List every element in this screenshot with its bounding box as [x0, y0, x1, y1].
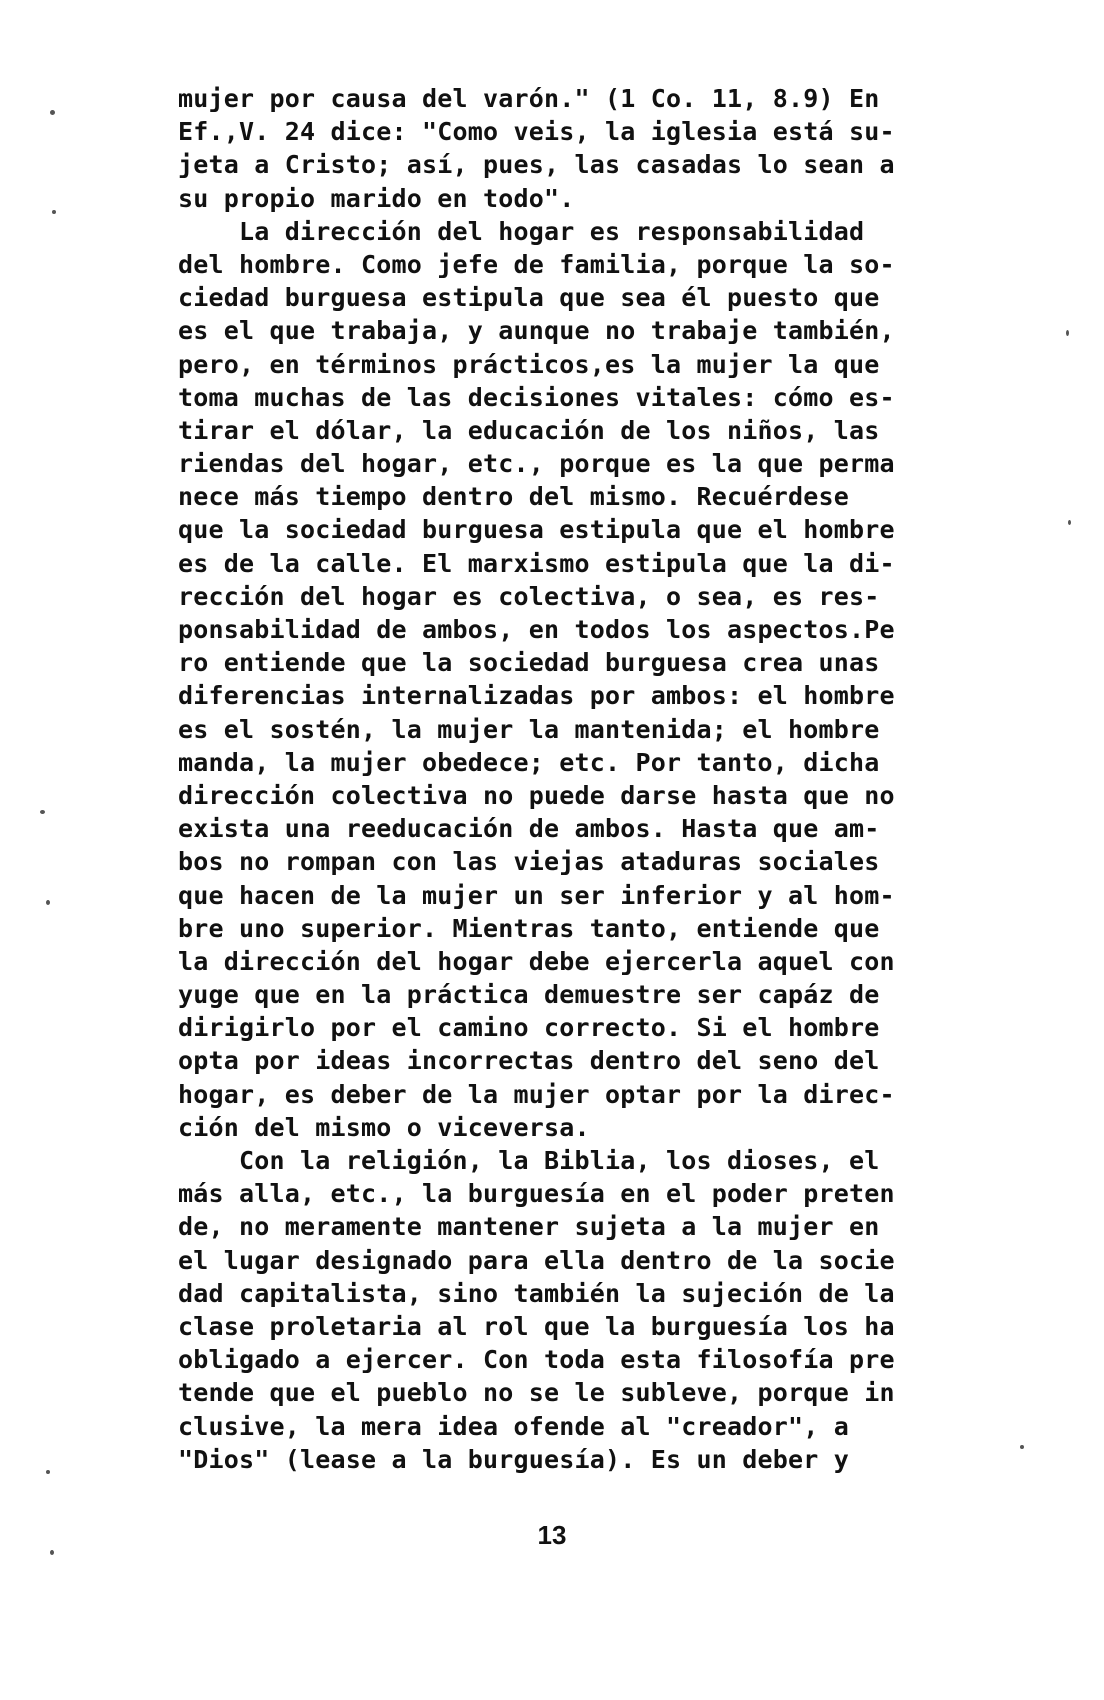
text-line: nece más tiempo dentro del mismo. Recuérdese — [178, 482, 850, 512]
text-line: jeta a Cristo; así, pues, las casadas lo sean a — [178, 150, 895, 180]
text-line: yuge que en la práctica demuestre ser capáz de — [178, 980, 880, 1010]
text-line: dad capitalista, sino también la sujeción de la — [178, 1278, 895, 1308]
scan-speck — [40, 810, 45, 814]
scan-speck — [46, 900, 50, 905]
scan-speck — [52, 210, 56, 214]
text-line: dirección colectiva no puede darse hasta que no — [178, 780, 895, 810]
text-line: mujer por causa del varón." (1 Co. 11, 8.9) En — [178, 84, 880, 113]
text-line: bre uno superior. Mientras tanto, entiende que — [178, 913, 880, 943]
text-line: "Dios" (lease a la burguesía). Es un deber y — [178, 1444, 850, 1474]
text-line: que hacen de la mujer un ser inferior y al hom- — [178, 880, 895, 910]
text-line: riendas del hogar, etc., porque es la que perma — [178, 449, 895, 479]
scan-speck — [1068, 520, 1071, 525]
text-line: ponsabilidad de ambos, en todos los aspectos.Pe — [178, 615, 895, 644]
text-line: obligado a ejercer. Con toda esta filosofía pre — [178, 1345, 895, 1375]
page-number: 13 — [537, 1520, 567, 1550]
body-text — [178, 82, 978, 1476]
text-line: de, no meramente mantener sujeta a la mujer en — [178, 1212, 880, 1242]
text-line: el lugar designado para ella dentro de la socie — [178, 1245, 895, 1275]
text-line: tirar el dólar, la educación de los niños, las — [178, 415, 880, 445]
text-line: bos no rompan con las viejas ataduras sociales — [178, 847, 880, 877]
scan-speck — [1020, 1445, 1024, 1449]
text-line: tende que el pueblo no se le subleve, porque in — [178, 1378, 895, 1408]
text-line: dirigirlo por el camino correcto. Si el hombre — [178, 1013, 880, 1043]
text-line: diferencias internalizadas por ambos: el hombre — [178, 681, 895, 711]
text-line: la dirección del hogar debe ejercerla aquel con — [178, 946, 895, 976]
scan-speck — [50, 110, 55, 115]
text-line: es de la calle. El marxismo estipula que la di- — [178, 548, 895, 578]
text-line: clusive, la mera idea ofende al "creador", a — [178, 1411, 850, 1441]
text-line: pero, en términos prácticos,es la mujer la que — [178, 349, 880, 379]
scan-speck — [46, 1470, 50, 1474]
text-line: La dirección del hogar es responsabilidad — [178, 216, 865, 246]
text-line: toma muchas de las decisiones vitales: cómo es- — [178, 382, 895, 412]
text-line: que la sociedad burguesa estipula que el hombre — [178, 515, 895, 545]
text-line: clase proletaria al rol que la burguesía los ha — [178, 1311, 895, 1341]
text-line: rección del hogar es colectiva, o sea, es res- — [178, 581, 880, 611]
scan-speck — [50, 1550, 54, 1555]
text-line: ciedad burguesa estipula que sea él puesto que — [178, 283, 880, 313]
text-line: opta por ideas incorrectas dentro del seno del — [178, 1046, 880, 1076]
text-line: es el sostén, la mujer la mantenida; el hombre — [178, 714, 880, 744]
text-line: del hombre. Como jefe de familia, porque la so- — [178, 249, 895, 279]
text-line: su propio marido en todo". — [178, 183, 575, 213]
text-line: Ef.,V. 24 dice: "Como veis, la iglesia está su- — [178, 117, 895, 147]
text-line: exista una reeducación de ambos. Hasta que am- — [178, 814, 880, 844]
text-line: más alla, etc., la burguesía en el poder preten — [178, 1179, 895, 1209]
text-line: ro entiende que la sociedad burguesa crea unas — [178, 648, 880, 678]
text-line: es el que trabaja, y aunque no trabaje también, — [178, 316, 895, 346]
text-line: manda, la mujer obedece; etc. Por tanto, dicha — [178, 747, 880, 777]
text-line: hogar, es deber de la mujer optar por la direc- — [178, 1079, 895, 1109]
scan-speck — [1066, 330, 1069, 336]
text-line: ción del mismo o viceversa. — [178, 1112, 590, 1142]
text-line: Con la religión, la Biblia, los dioses, el — [178, 1146, 880, 1175]
